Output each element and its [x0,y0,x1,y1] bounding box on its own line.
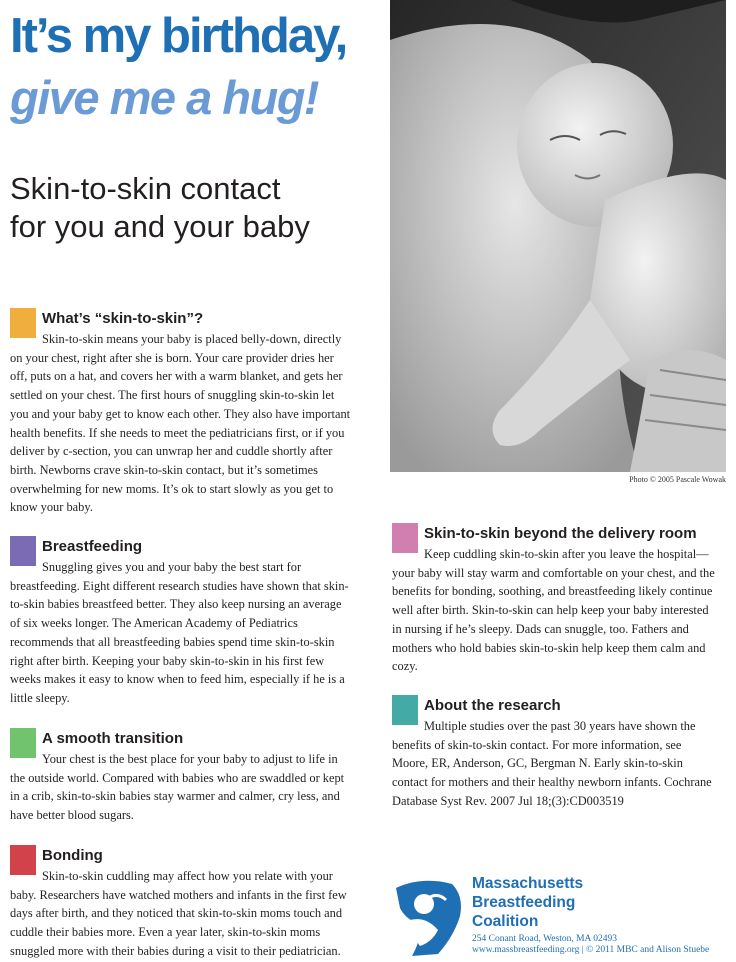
organization-contact [472,934,709,956]
mother-child-logo-icon [392,876,466,956]
section-body: Skin-to-skin means your baby is placed belly-down, directly on your chest, right after she is born. Your care provider dries her off, puts on a hat, and covers her with a warm blanket, and gets her settled on your chest. The first hours of snuggling skin-to-skin let you and your baby get to know each other. They also have important health benefits. If she needs to meet the pediatricians first, or if you deliver by c-section, you can unwrap her and cuddle shortly after birth. Newborns crave skin-to-skin contact, but it’s sometimes overwhelming for new moms. It’s ok to start slowly as you get to know your baby. [10,332,351,515]
section-bonding [10,847,360,961]
subtitle-line-1: Skin-to-skin contact [10,171,281,206]
section-title: A smooth transition [42,730,184,747]
subtitle [10,170,390,246]
org-name-line-3: Coalition [472,913,539,930]
section-title: Skin-to-skin beyond the delivery room [424,525,697,542]
mother-baby-photo [390,0,726,472]
section-body: Your chest is the best place for your baby to adjust to life in the outside world. Compared with babies who are swaddled or kept in a crib, skin-to-skin babies stay warmer and calmer, cry less, and have better blood sugars. [10,752,345,823]
section-body: Multiple studies over the past 30 years have shown the benefits of skin-to-skin contact. For more information, see Moore, ER, Anderson, GC, Bergman N. Early skin-to-skin contact for mothers and their healthy newborn infants. Cochrane Database Syst Rev. 2007 Jul 18;(3):CD003519 [392,719,712,808]
section-smooth-transition [10,730,352,825]
pink-square-marker [392,523,418,553]
purple-square-marker [10,536,36,566]
orange-square-marker [10,308,36,338]
organization-name [472,874,583,931]
website-copyright: www.massbreastfeeding.org | © 2011 MBC and Alison Stuebe [472,945,710,955]
section-title: What’s “skin-to-skin”? [42,310,204,327]
coalition-logo [392,876,466,956]
red-square-marker [10,845,36,875]
photo-credit: Photo © 2005 Pascale Wowak [629,475,726,484]
section-body: Snuggling gives you and your baby the best start for breastfeeding. Eight different research studies have shown that skin-to-skin babies breastfeed better. They also keep nursing an average of six weeks longer. The American Academy of Pediatrics recommends that all breastfeeding babies spend time skin-to-skin right after birth. Keeping your baby skin-to-skin in his first few weeks makes it easy to know when to feed him, especially if he is a little sleepy. [10,560,349,705]
org-name-line-1: Massachusetts [472,875,584,892]
section-title: Bonding [42,847,103,864]
teal-square-marker [392,695,418,725]
section-title: About the research [424,697,561,714]
section-body: Skin-to-skin cuddling may affect how you relate with your baby. Researchers have watched mothers and infants in the first few days after birth, and they noticed that skin-to-skin moms touch and cuddle their babies more. Even a year later, skin-to-skin moms snuggled more with their babies during a visit to their pediatrician. [10,869,347,958]
section-breastfeeding [10,538,352,708]
section-beyond-delivery-room [392,525,718,676]
headline-line-2: give me a hug! [10,71,319,124]
address: 254 Conant Road, Weston, MA 02493 [472,934,617,944]
org-name-line-2: Breastfeeding [472,894,576,911]
green-square-marker [10,728,36,758]
section-body: Keep cuddling skin-to-skin after you leave the hospital—your baby will stay warm and comfortable on your chest, and the benefits for bonding, soothing, and breastfeeding likely continue well after birth. Skin-to-skin can help keep your baby interested in nursing if he’s sleepy. Dads can snuggle, too. Fathers and mothers who hold babies skin-to-skin help keep them calm and cozy. [392,547,715,674]
section-title: Breastfeeding [42,538,143,555]
photo-illustration [390,0,726,472]
headline-line-1: It’s my birthday, [10,9,347,63]
subtitle-line-2: for you and your baby [10,209,310,244]
section-about-research [392,697,718,811]
section-what-is-skin-to-skin [10,310,352,517]
